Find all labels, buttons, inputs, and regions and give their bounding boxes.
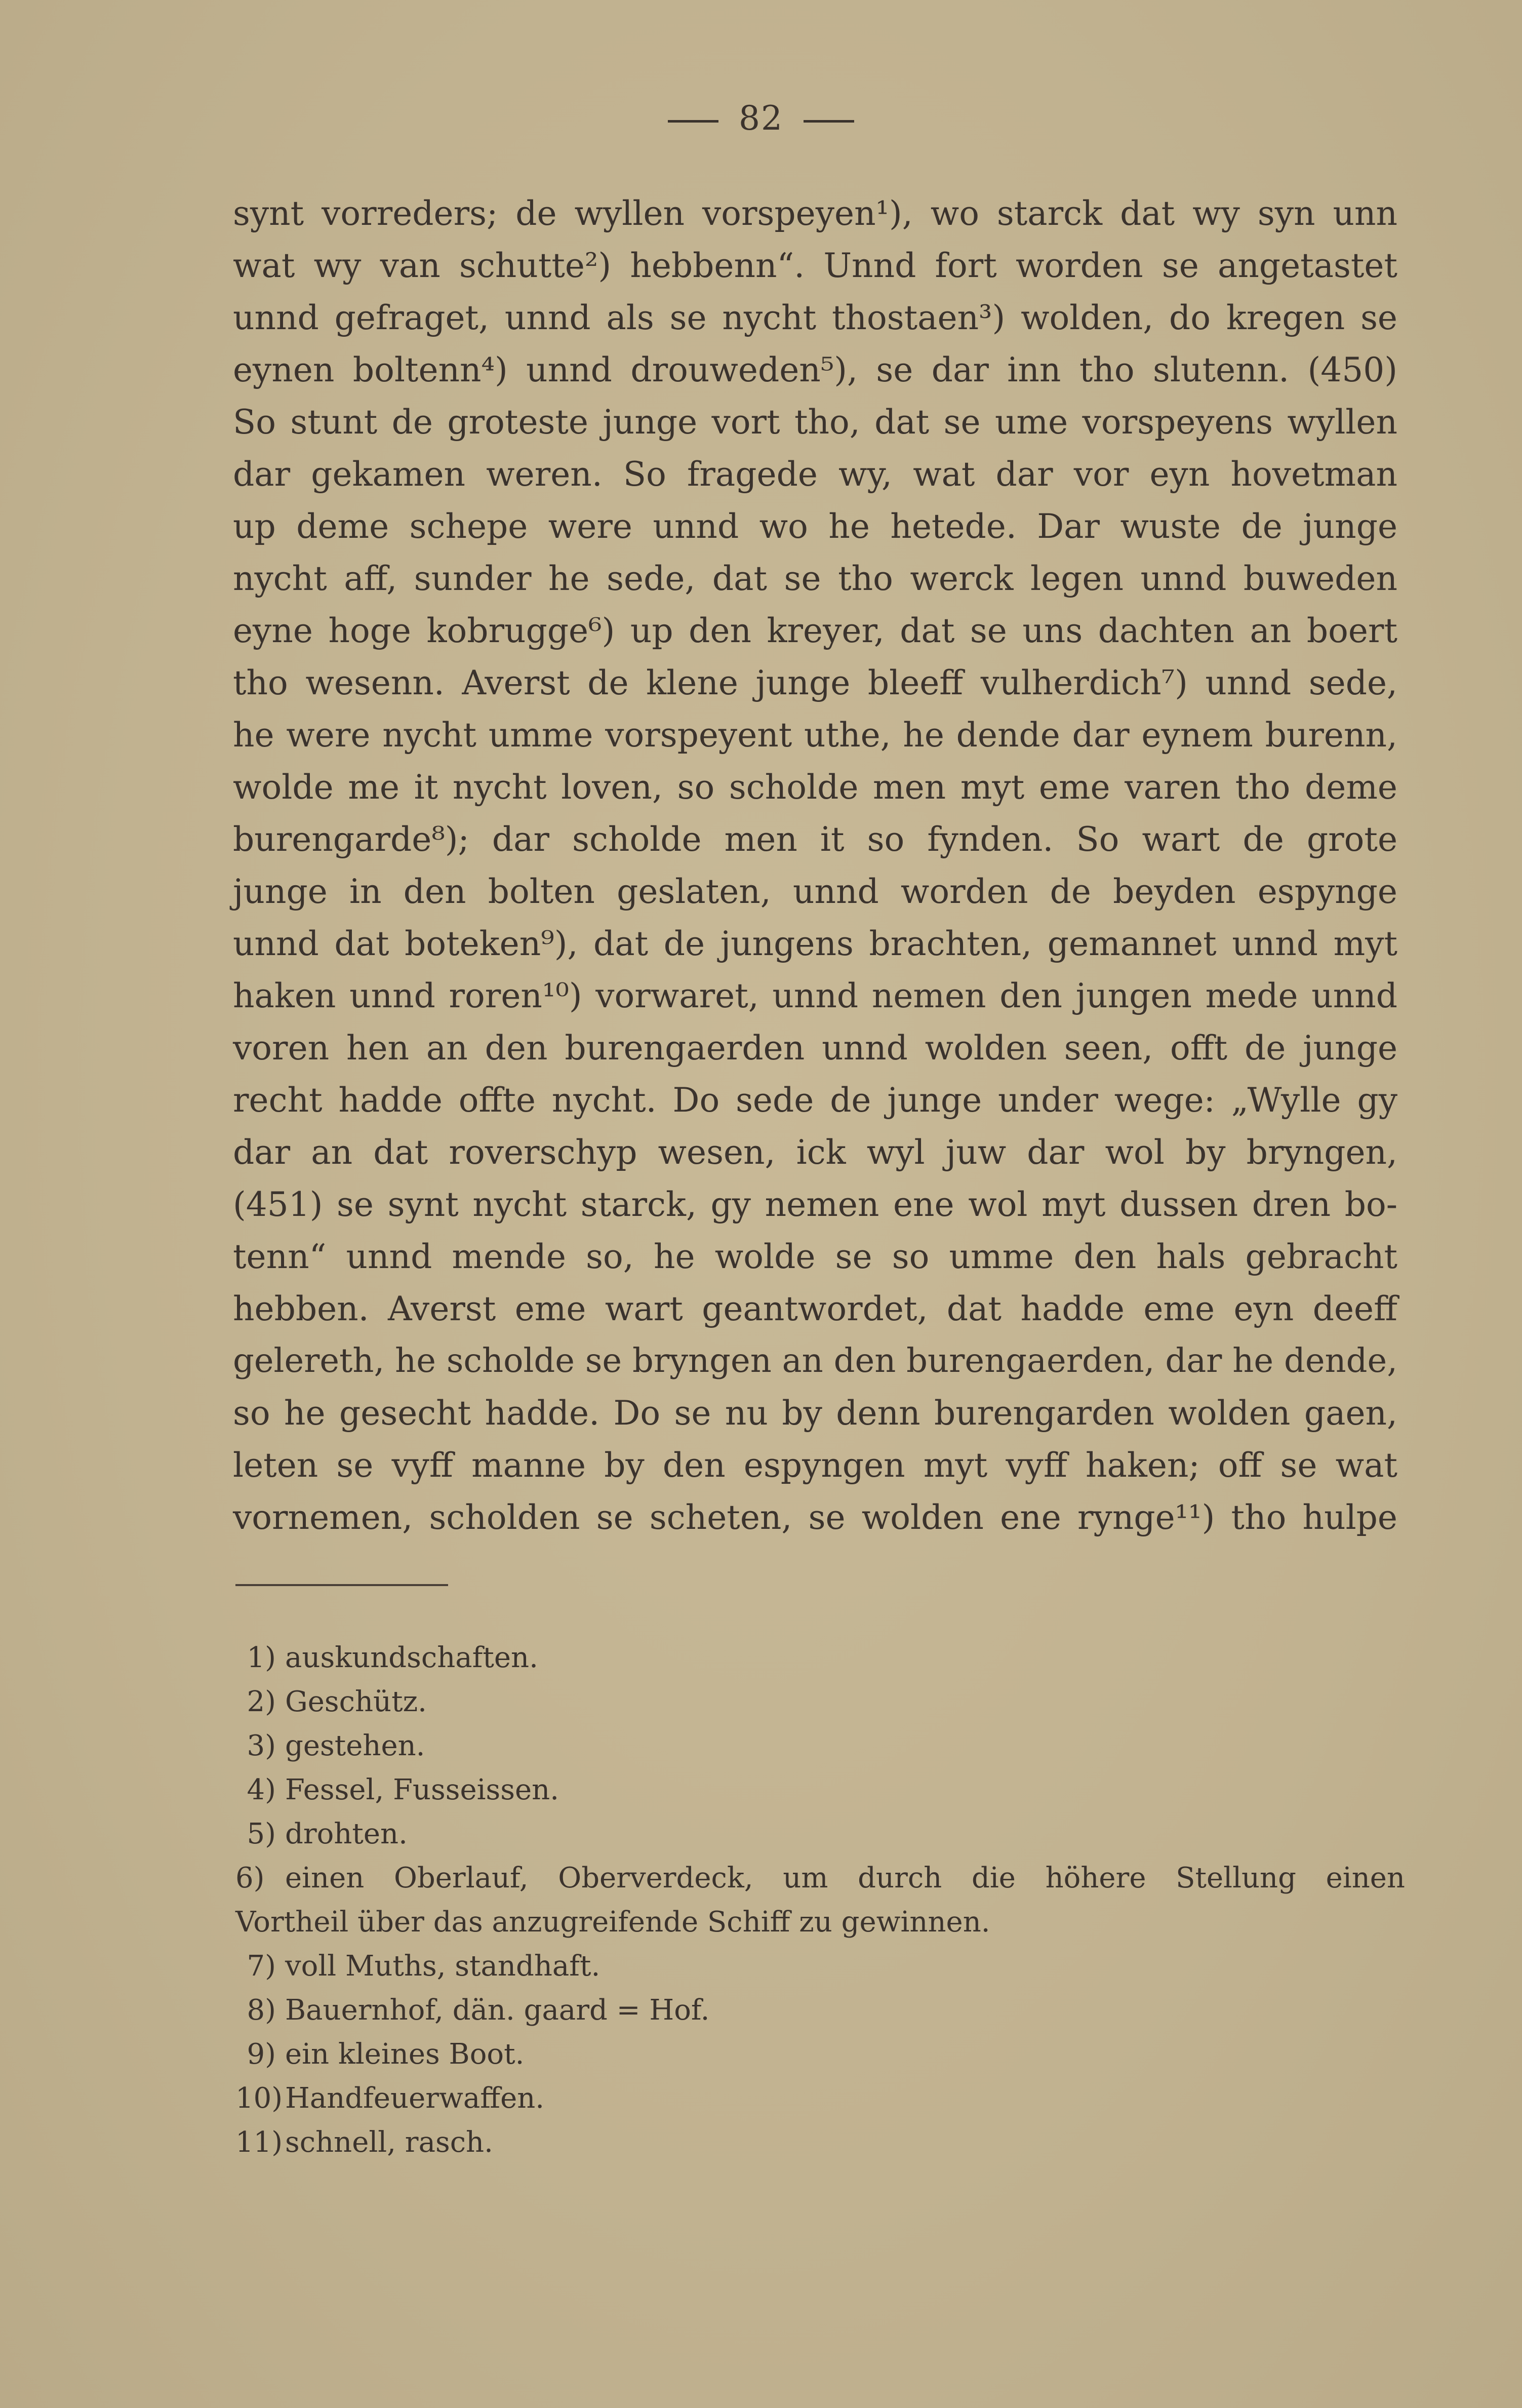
footnote-text: Geschütz. — [285, 1685, 427, 1718]
text-line — [233, 605, 1397, 657]
text-line-content: unnd dat boteken⁹), dat de jungens brachten, gemannet unnd myt — [233, 924, 1397, 963]
footnote-continuation — [235, 1900, 1405, 1944]
text-line — [233, 1126, 1397, 1178]
footnote — [235, 1680, 1405, 1724]
text-line-content: dar an dat roverschyp wesen, ick wyl juw dar wol by bryngen, — [233, 1133, 1397, 1172]
text-line-content: tho wesenn. Averst de klene junge bleeff vulherdich⁷) unnd sede, — [233, 663, 1397, 702]
text-line — [233, 1283, 1397, 1335]
text-line — [233, 1178, 1397, 1231]
footnote-text: schnell, rasch. — [285, 2126, 493, 2159]
footnote — [235, 1768, 1405, 1812]
text-line — [233, 1491, 1397, 1544]
text-line — [233, 292, 1397, 344]
text-line-content: unnd gefraget, unnd als se nycht thostaen³) wolden, do kregen se — [233, 298, 1397, 337]
text-line-content: hebben. Averst eme wart geantwordet, dat hadde eme eyn deeff — [233, 1289, 1397, 1328]
footnote-separator-rule — [235, 1584, 448, 1586]
text-line-content: wat wy van schutte²) hebbenn“. Unnd fort worden se angetastet — [233, 246, 1397, 285]
text-line-content: tenn“ unnd mende so, he wolde se so umme den hals gebracht — [233, 1237, 1397, 1276]
dash-left — [668, 120, 718, 123]
footnote-mark: 1) — [247, 1641, 276, 1674]
text-line — [233, 1387, 1397, 1439]
footnote-mark: 6) — [235, 1862, 265, 1894]
text-line — [233, 1074, 1397, 1126]
footnote-text: einen Oberlauf, Oberverdeck, um durch die höhere Stellung einen — [285, 1862, 1405, 1894]
footnote — [235, 2120, 1405, 2164]
footnote-mark: 9) — [247, 2038, 276, 2071]
text-line — [233, 813, 1397, 865]
footnote-text: ein kleines Boot. — [285, 2038, 525, 2071]
footnote-text: Handfeuerwaffen. — [285, 2082, 545, 2115]
footnote — [235, 2076, 1405, 2120]
text-line — [233, 970, 1397, 1022]
text-line — [233, 1335, 1397, 1387]
footnote — [235, 1636, 1405, 1680]
dash-right — [804, 120, 854, 123]
footnote-mark: 4) — [247, 1773, 276, 1806]
footnote-mark: 2) — [247, 1685, 276, 1718]
text-line-content: synt vorreders; de wyllen vorspeyen¹), wo starck dat wy syn unn — [233, 194, 1397, 233]
footnote — [235, 1988, 1405, 2032]
footnote-text: drohten. — [285, 1818, 408, 1850]
footnotes — [235, 1636, 1405, 2164]
text-line — [233, 240, 1397, 292]
text-line-content: gelereth, he scholde se bryngen an den burengaerden, dar he dende, — [233, 1341, 1397, 1380]
text-line — [233, 709, 1397, 761]
text-line-content: wolde me it nycht loven, so scholde men myt eme varen tho deme — [233, 768, 1397, 807]
text-line-content: recht hadde offte nycht. Do sede de junge under wege: „Wylle gy — [233, 1081, 1397, 1120]
text-line-content: so he gesecht hadde. Do se nu by denn burengarden wolden gaen, — [233, 1394, 1397, 1433]
footnote-text: Bauernhof, dän. gaard = Hof. — [285, 1994, 710, 2027]
text-line — [233, 396, 1397, 448]
text-line-content: voren hen an den burengaerden unnd wolden seen, offt de junge — [233, 1029, 1397, 1068]
text-line — [233, 657, 1397, 709]
text-line-content: haken unnd roren¹⁰) vorwaret, unnd nemen den jungen mede unnd — [233, 976, 1397, 1015]
footnote — [235, 2032, 1405, 2076]
text-line-content: junge in den bolten geslaten, unnd worden de beyden espynge — [233, 872, 1397, 911]
text-line-content: eynen boltenn⁴) unnd drouweden⁵), se dar inn tho slutenn. (450) — [233, 350, 1397, 389]
text-line — [233, 500, 1397, 552]
footnote — [235, 1944, 1405, 1988]
footnote-text: gestehen. — [285, 1729, 425, 1762]
text-line-content: nycht aff, sunder he sede, dat se tho werck legen unnd buweden — [233, 559, 1397, 598]
body-text — [233, 187, 1397, 1544]
text-line-content: (451) se synt nycht starck, gy nemen ene wol myt dussen dren bo- — [233, 1185, 1397, 1224]
footnote-text: Vortheil über das anzugreifende Schiff zu gewinnen. — [235, 1906, 990, 1939]
text-line — [233, 448, 1397, 500]
text-line-content: burengarde⁸); dar scholde men it so fynden. So wart de grote — [233, 820, 1397, 859]
text-line — [233, 761, 1397, 813]
text-line — [233, 187, 1397, 240]
footnote-mark: 5) — [247, 1818, 276, 1850]
footnote — [235, 1812, 1405, 1856]
footnote-text: Fessel, Fusseissen. — [285, 1773, 559, 1806]
footnote-mark: 8) — [247, 1994, 276, 2027]
text-line — [233, 1439, 1397, 1491]
text-line-content: vornemen, scholden se scheten, se wolden ene rynge¹¹) tho hulpe — [233, 1498, 1397, 1537]
text-line — [233, 865, 1397, 918]
text-line — [233, 552, 1397, 605]
text-line — [233, 1231, 1397, 1283]
footnote — [235, 1856, 1405, 1900]
footnote-text: voll Muths, standhaft. — [285, 1950, 600, 1983]
footnote-mark: 10) — [235, 2082, 283, 2115]
footnote-mark: 11) — [235, 2126, 283, 2159]
text-line-content: So stunt de groteste junge vort tho, dat se ume vorspeyens wyllen — [233, 403, 1397, 442]
footnote-mark: 3) — [247, 1729, 276, 1762]
footnote-text: auskundschaften. — [285, 1641, 538, 1674]
text-line — [233, 344, 1397, 396]
text-line — [233, 918, 1397, 970]
footnote — [235, 1724, 1405, 1768]
text-line-content: leten se vyff manne by den espyngen myt vyff haken; off se wat — [233, 1446, 1397, 1485]
text-line-content: dar gekamen weren. So fragede wy, wat dar vor eyn hovetman — [233, 455, 1397, 494]
text-line-content: eyne hoge kobrugge⁶) up den kreyer, dat se uns dachten an boert — [233, 611, 1397, 650]
footnote-mark: 7) — [247, 1950, 276, 1983]
page-number — [0, 99, 1522, 138]
text-line-content: up deme schepe were unnd wo he hetede. Dar wuste de junge — [233, 507, 1397, 546]
text-line-content: he were nycht umme vorspeyent uthe, he dende dar eynem burenn, — [233, 716, 1397, 755]
text-line — [233, 1022, 1397, 1074]
page-number-text: 82 — [739, 99, 783, 138]
